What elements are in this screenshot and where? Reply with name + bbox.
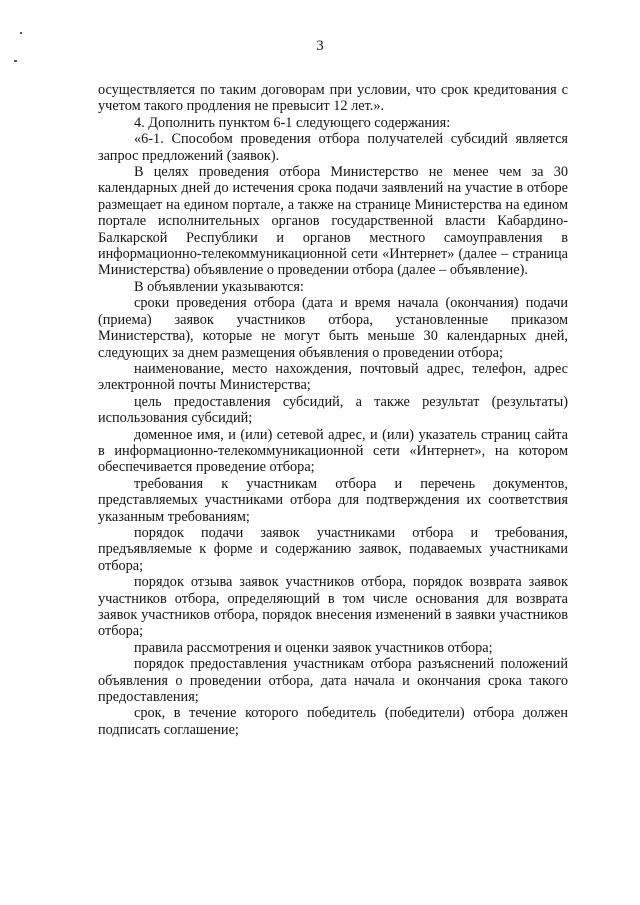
paragraph: правила рассмотрения и оценки заявок участников отбора; [134,639,493,656]
paragraph: порядок предоставления участникам отбора разъяснений положений объявления о проведении отбора, дата начала и окончания срока такого предоставления; [98,656,568,706]
document-body [98,82,568,738]
paragraph: 4. Дополнить пунктом 6-1 следующего содержания: [134,114,451,131]
paragraph: наименование, место нахождения, почтовый адрес, телефон, адрес электронной почты Министерства; [98,360,568,394]
paragraph: сроки проведения отбора (дата и время начала (окончания) подачи (приема) заявок участников отбора, установленные приказом Министерства), которые не могут быть меньше 30 календарных дней, следующих за днем размещения объявления о проведении отбора; [98,295,568,361]
paragraph: порядок подачи заявок участниками отбора и требования, предъявляемые к форме и содержанию заявок, подаваемых участниками отбора; [98,524,568,574]
scan-mark-top [20,32,22,34]
paragraph: требования к участникам отбора и перечень документов, представляемых участниками отбора для подтверждения их соответствия указанным требованиям; [98,475,568,525]
paragraph: цель предоставления субсидий, а также результат (результаты) использования субсидий; [98,393,568,427]
paragraph: порядок отзыва заявок участников отбора, порядок возврата заявок участников отбора, определяющий в том числе основания для возврата заявок участников отбора, порядок внесения изменений в заявки участников отбора; [98,574,568,640]
paragraph: «6-1. Способом проведения отбора получателей субсидий является запрос предложений (заявок). [98,131,568,164]
paragraph: В объявлении указываются: [134,278,304,295]
paragraph: осуществляется по таким договорам при условии, что срок кредитования с учетом такого продления не превысит 12 лет.». [98,82,568,115]
paragraph: доменное имя, и (или) сетевой адрес, и (или) указатель страниц сайта в информационно-телекоммуникационной сети «Интернет», на котором обеспечивается проведение отбора; [98,426,568,476]
paragraph: В целях проведения отбора Министерство не менее чем за 30 календарных дней до истечения срока подачи заявлений на участие в отборе размещает на едином портале, а также на странице Министерства на едином портале исполнительных органов государственной власти Кабардино-Балкарской Республики и органов местного самоуправления в информационно-телекоммуникационной сети «Интернет» (далее – страница Министерства) объявление о проведении отбора (далее – объявление). [98,164,568,279]
scan-mark-left [14,60,17,62]
page-number: 3 [316,38,324,54]
paragraph: срок, в течение которого победитель (победители) отбора должен подписать соглашение; [98,705,568,738]
